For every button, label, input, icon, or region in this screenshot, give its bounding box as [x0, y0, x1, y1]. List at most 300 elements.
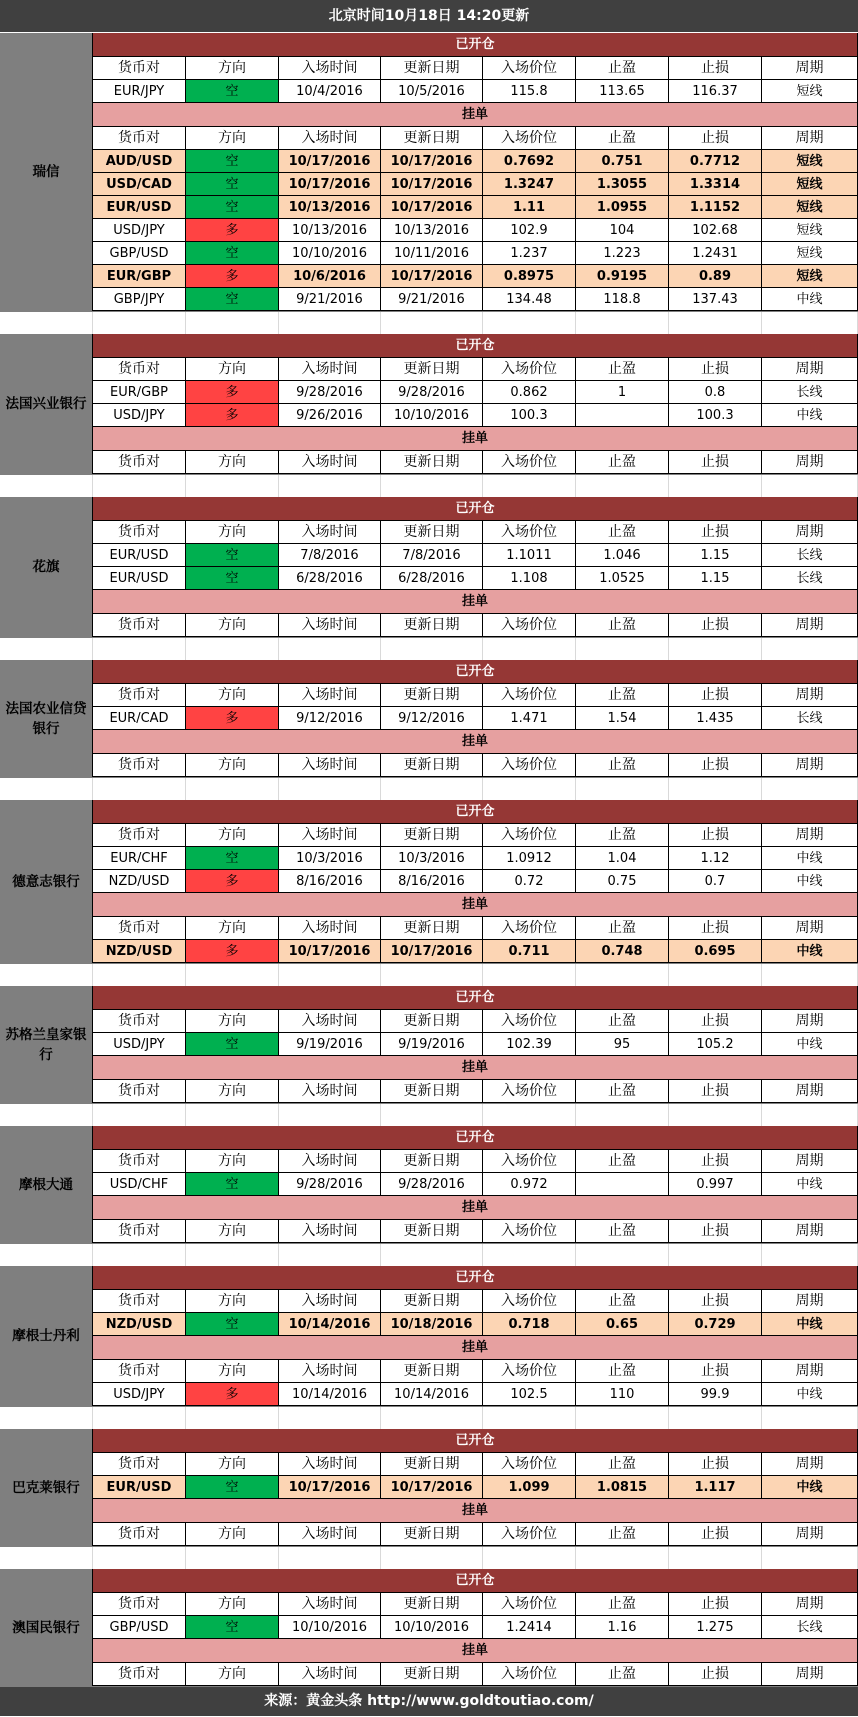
entry-price-cell: 102.39 [483, 1033, 576, 1056]
entry-time-cell: 9/19/2016 [279, 1033, 381, 1056]
header-pair: 货币对 [93, 1080, 186, 1103]
direction-cell: 多 [186, 219, 279, 242]
spacer-cell [0, 312, 93, 334]
table-header-row [93, 521, 858, 544]
header-direction: 方向 [186, 1080, 279, 1103]
header-pair: 货币对 [93, 824, 186, 847]
update-date-cell: 10/17/2016 [381, 1476, 483, 1499]
spacer-cell [186, 1104, 279, 1126]
take-profit-cell: 1.0525 [576, 567, 669, 590]
stop-loss-cell: 1.2431 [669, 242, 762, 265]
open-positions-band: 已开仓 [93, 33, 858, 57]
spacer-cell [0, 964, 93, 986]
pair-cell: EUR/USD [93, 544, 186, 567]
spacer-cell [762, 638, 858, 660]
header-direction: 方向 [186, 1360, 279, 1383]
table-header-row [93, 1080, 858, 1103]
header-direction: 方向 [186, 1453, 279, 1476]
direction-cell: 空 [186, 173, 279, 196]
stop-loss-cell: 0.7712 [669, 150, 762, 173]
table-header-row [93, 451, 858, 474]
header-stop-loss: 止损 [669, 127, 762, 150]
spacer-cell [93, 1407, 186, 1429]
pair-cell: GBP/USD [93, 1616, 186, 1639]
section-spacer [0, 638, 858, 660]
period-cell: 短线 [762, 242, 858, 265]
period-cell: 中线 [762, 940, 858, 963]
pair-cell: EUR/JPY [93, 80, 186, 103]
spacer-cell [0, 638, 93, 660]
take-profit-cell: 1.54 [576, 707, 669, 730]
table-header-row [93, 917, 858, 940]
pending-orders-band: 挂单 [93, 427, 858, 451]
entry-price-cell: 0.7692 [483, 150, 576, 173]
spacer-cell [93, 778, 186, 800]
header-entry-price: 入场价位 [483, 1080, 576, 1103]
bank-name: 巴克莱银行 [0, 1429, 93, 1546]
spacer-cell [381, 1244, 483, 1266]
table-row [93, 567, 858, 590]
header-period: 周期 [762, 1523, 858, 1546]
header-pair: 货币对 [93, 1220, 186, 1243]
header-stop-loss: 止损 [669, 1663, 762, 1686]
spacer-cell [279, 312, 381, 334]
table-header-row [93, 1220, 858, 1243]
table-row [93, 1383, 858, 1406]
stop-loss-cell: 105.2 [669, 1033, 762, 1056]
header-update-date: 更新日期 [381, 127, 483, 150]
header-stop-loss: 止损 [669, 1220, 762, 1243]
stop-loss-cell: 0.8 [669, 381, 762, 404]
spacer-cell [186, 1547, 279, 1569]
period-cell: 短线 [762, 150, 858, 173]
header-entry-price: 入场价位 [483, 614, 576, 637]
direction-cell: 空 [186, 196, 279, 219]
header-entry-time: 入场时间 [279, 1593, 381, 1616]
header-direction: 方向 [186, 1523, 279, 1546]
entry-price-cell: 0.711 [483, 940, 576, 963]
entry-price-cell: 0.972 [483, 1173, 576, 1196]
update-date-cell: 9/28/2016 [381, 1173, 483, 1196]
header-entry-time: 入场时间 [279, 824, 381, 847]
header-period: 周期 [762, 358, 858, 381]
spacer-cell [762, 1407, 858, 1429]
bank-positions [93, 986, 858, 1103]
header-direction: 方向 [186, 917, 279, 940]
header-pair: 货币对 [93, 754, 186, 777]
spacer-cell [483, 1547, 576, 1569]
header-entry-price: 入场价位 [483, 1220, 576, 1243]
header-stop-loss: 止损 [669, 358, 762, 381]
take-profit-cell: 113.65 [576, 80, 669, 103]
header-entry-time: 入场时间 [279, 1150, 381, 1173]
entry-price-cell: 102.5 [483, 1383, 576, 1406]
header-period: 周期 [762, 57, 858, 80]
header-entry-time: 入场时间 [279, 1360, 381, 1383]
pair-cell: NZD/USD [93, 940, 186, 963]
spacer-cell [0, 1547, 93, 1569]
entry-price-cell: 102.9 [483, 219, 576, 242]
header-entry-time: 入场时间 [279, 1523, 381, 1546]
spacer-cell [576, 1407, 669, 1429]
header-update-date: 更新日期 [381, 1663, 483, 1686]
header-entry-time: 入场时间 [279, 451, 381, 474]
update-date-cell: 10/3/2016 [381, 847, 483, 870]
bank-name: 德意志银行 [0, 800, 93, 963]
spacer-cell [381, 1547, 483, 1569]
direction-cell: 多 [186, 404, 279, 427]
update-date-cell: 10/11/2016 [381, 242, 483, 265]
entry-price-cell: 115.8 [483, 80, 576, 103]
entry-time-cell: 10/17/2016 [279, 150, 381, 173]
update-date-cell: 10/13/2016 [381, 219, 483, 242]
stop-loss-cell: 1.1152 [669, 196, 762, 219]
header-entry-price: 入场价位 [483, 127, 576, 150]
take-profit-cell: 0.748 [576, 940, 669, 963]
header-entry-price: 入场价位 [483, 1010, 576, 1033]
pair-cell: USD/JPY [93, 404, 186, 427]
section-spacer [0, 1547, 858, 1569]
bank-name: 澳国民银行 [0, 1569, 93, 1686]
header-entry-price: 入场价位 [483, 824, 576, 847]
open-positions-band: 已开仓 [93, 497, 858, 521]
spacer-cell [186, 638, 279, 660]
header-stop-loss: 止损 [669, 614, 762, 637]
pair-cell: GBP/USD [93, 242, 186, 265]
header-entry-price: 入场价位 [483, 1290, 576, 1313]
header-period: 周期 [762, 451, 858, 474]
source-footer: 来源：黄金头条 http://www.goldtoutiao.com/ [0, 1687, 858, 1717]
header-pair: 货币对 [93, 1290, 186, 1313]
pair-cell: NZD/USD [93, 1313, 186, 1336]
pair-cell: USD/JPY [93, 219, 186, 242]
spacer-cell [483, 964, 576, 986]
pending-orders-band: 挂单 [93, 590, 858, 614]
section-spacer [0, 778, 858, 800]
spacer-cell [576, 1104, 669, 1126]
header-period: 周期 [762, 1360, 858, 1383]
header-direction: 方向 [186, 824, 279, 847]
spacer-cell [93, 312, 186, 334]
header-stop-loss: 止损 [669, 754, 762, 777]
entry-time-cell: 9/12/2016 [279, 707, 381, 730]
update-date-cell: 9/12/2016 [381, 707, 483, 730]
pair-cell: USD/CHF [93, 1173, 186, 1196]
header-update-date: 更新日期 [381, 358, 483, 381]
period-cell: 短线 [762, 173, 858, 196]
period-cell: 中线 [762, 1313, 858, 1336]
spacer-cell [0, 1244, 93, 1266]
header-take-profit: 止盈 [576, 1663, 669, 1686]
pending-orders-band: 挂单 [93, 1056, 858, 1080]
table-row [93, 847, 858, 870]
header-take-profit: 止盈 [576, 824, 669, 847]
section-spacer [0, 312, 858, 334]
spacer-cell [93, 1547, 186, 1569]
direction-cell: 空 [186, 1313, 279, 1336]
period-cell: 长线 [762, 567, 858, 590]
take-profit-cell: 0.65 [576, 1313, 669, 1336]
bank-positions [93, 800, 858, 963]
header-update-date: 更新日期 [381, 521, 483, 544]
pair-cell: EUR/USD [93, 567, 186, 590]
stop-loss-cell: 137.43 [669, 288, 762, 311]
entry-price-cell: 1.11 [483, 196, 576, 219]
direction-cell: 多 [186, 870, 279, 893]
table-row [93, 1476, 858, 1499]
bank-name: 法国兴业银行 [0, 334, 93, 474]
stop-loss-cell: 116.37 [669, 80, 762, 103]
spacer-cell [483, 1244, 576, 1266]
header-entry-price: 入场价位 [483, 521, 576, 544]
entry-time-cell: 9/26/2016 [279, 404, 381, 427]
spacer-cell [279, 778, 381, 800]
entry-time-cell: 6/28/2016 [279, 567, 381, 590]
pair-cell: USD/CAD [93, 173, 186, 196]
open-positions-band: 已开仓 [93, 660, 858, 684]
entry-time-cell: 10/17/2016 [279, 1476, 381, 1499]
take-profit-cell: 1.046 [576, 544, 669, 567]
entry-price-cell: 1.108 [483, 567, 576, 590]
period-cell: 中线 [762, 870, 858, 893]
header-update-date: 更新日期 [381, 684, 483, 707]
bank-positions [93, 1126, 858, 1243]
table-row [93, 544, 858, 567]
section-spacer [0, 1104, 858, 1126]
header-pair: 货币对 [93, 1523, 186, 1546]
take-profit-cell: 0.751 [576, 150, 669, 173]
period-cell: 长线 [762, 1616, 858, 1639]
spacer-cell [381, 1104, 483, 1126]
bank-name: 摩根大通 [0, 1126, 93, 1243]
bank-block [0, 1126, 858, 1244]
open-positions-band: 已开仓 [93, 1266, 858, 1290]
header-update-date: 更新日期 [381, 614, 483, 637]
spacer-cell [762, 964, 858, 986]
table-row [93, 1313, 858, 1336]
entry-time-cell: 9/21/2016 [279, 288, 381, 311]
period-cell: 中线 [762, 1476, 858, 1499]
header-direction: 方向 [186, 1010, 279, 1033]
open-positions-band: 已开仓 [93, 1429, 858, 1453]
header-take-profit: 止盈 [576, 127, 669, 150]
header-entry-price: 入场价位 [483, 684, 576, 707]
entry-price-cell: 1.0912 [483, 847, 576, 870]
pending-orders-band: 挂单 [93, 893, 858, 917]
spacer-cell [93, 964, 186, 986]
header-update-date: 更新日期 [381, 754, 483, 777]
update-date-cell: 10/17/2016 [381, 940, 483, 963]
header-pair: 货币对 [93, 917, 186, 940]
period-cell: 中线 [762, 1383, 858, 1406]
table-header-row [93, 614, 858, 637]
entry-price-cell: 0.862 [483, 381, 576, 404]
pair-cell: USD/JPY [93, 1033, 186, 1056]
spacer-cell [762, 1104, 858, 1126]
header-stop-loss: 止损 [669, 451, 762, 474]
header-stop-loss: 止损 [669, 1453, 762, 1476]
header-stop-loss: 止损 [669, 684, 762, 707]
bank-block [0, 33, 858, 312]
spacer-cell [381, 312, 483, 334]
update-date-cell: 6/28/2016 [381, 567, 483, 590]
stop-loss-cell: 1.117 [669, 1476, 762, 1499]
open-positions-band: 已开仓 [93, 1126, 858, 1150]
take-profit-cell: 1 [576, 381, 669, 404]
header-update-date: 更新日期 [381, 824, 483, 847]
table-row [93, 265, 858, 288]
pending-orders-band: 挂单 [93, 1499, 858, 1523]
bank-block [0, 334, 858, 475]
spacer-cell [279, 1547, 381, 1569]
direction-cell: 多 [186, 940, 279, 963]
entry-time-cell: 10/10/2016 [279, 1616, 381, 1639]
spacer-cell [483, 312, 576, 334]
header-entry-time: 入场时间 [279, 917, 381, 940]
header-period: 周期 [762, 684, 858, 707]
period-cell: 中线 [762, 1173, 858, 1196]
header-take-profit: 止盈 [576, 1220, 669, 1243]
header-period: 周期 [762, 824, 858, 847]
spacer-cell [0, 1104, 93, 1126]
period-cell: 短线 [762, 219, 858, 242]
header-take-profit: 止盈 [576, 1453, 669, 1476]
bank-name: 摩根士丹利 [0, 1266, 93, 1406]
header-pair: 货币对 [93, 1593, 186, 1616]
spacer-cell [483, 1407, 576, 1429]
header-pair: 货币对 [93, 1360, 186, 1383]
direction-cell: 空 [186, 80, 279, 103]
header-update-date: 更新日期 [381, 1290, 483, 1313]
update-date-cell: 9/21/2016 [381, 288, 483, 311]
spacer-cell [279, 1407, 381, 1429]
update-date-cell: 10/5/2016 [381, 80, 483, 103]
header-take-profit: 止盈 [576, 1360, 669, 1383]
header-direction: 方向 [186, 127, 279, 150]
header-stop-loss: 止损 [669, 1080, 762, 1103]
header-entry-time: 入场时间 [279, 358, 381, 381]
pair-cell: EUR/USD [93, 1476, 186, 1499]
bank-block [0, 1266, 858, 1407]
direction-cell: 多 [186, 381, 279, 404]
stop-loss-cell: 1.15 [669, 544, 762, 567]
header-take-profit: 止盈 [576, 684, 669, 707]
header-direction: 方向 [186, 684, 279, 707]
bank-positions [93, 497, 858, 637]
entry-price-cell: 134.48 [483, 288, 576, 311]
spacer-cell [669, 638, 762, 660]
spacer-cell [576, 475, 669, 497]
spacer-cell [762, 778, 858, 800]
header-direction: 方向 [186, 1593, 279, 1616]
header-stop-loss: 止损 [669, 917, 762, 940]
table-header-row [93, 1010, 858, 1033]
header-take-profit: 止盈 [576, 1523, 669, 1546]
table-header-row [93, 358, 858, 381]
spacer-cell [669, 1407, 762, 1429]
pair-cell: EUR/GBP [93, 381, 186, 404]
header-entry-price: 入场价位 [483, 358, 576, 381]
header-pair: 货币对 [93, 127, 186, 150]
page-title: 北京时间10月18日 14:20更新 [0, 0, 858, 33]
table-row [93, 288, 858, 311]
table-header-row [93, 1593, 858, 1616]
table-row [93, 1033, 858, 1056]
stop-loss-cell: 100.3 [669, 404, 762, 427]
header-direction: 方向 [186, 1220, 279, 1243]
spacer-cell [381, 475, 483, 497]
header-entry-time: 入场时间 [279, 1010, 381, 1033]
spacer-cell [279, 964, 381, 986]
spacer-cell [576, 1547, 669, 1569]
entry-time-cell: 10/17/2016 [279, 173, 381, 196]
header-direction: 方向 [186, 1663, 279, 1686]
header-stop-loss: 止损 [669, 57, 762, 80]
spacer-cell [93, 1104, 186, 1126]
table-header-row [93, 127, 858, 150]
bank-name: 瑞信 [0, 33, 93, 311]
table-row [93, 1616, 858, 1639]
spacer-cell [186, 964, 279, 986]
entry-price-cell: 1.237 [483, 242, 576, 265]
update-date-cell: 7/8/2016 [381, 544, 483, 567]
period-cell: 短线 [762, 80, 858, 103]
spacer-cell [186, 778, 279, 800]
pair-cell: EUR/USD [93, 196, 186, 219]
table-row [93, 173, 858, 196]
header-direction: 方向 [186, 358, 279, 381]
direction-cell: 空 [186, 150, 279, 173]
header-take-profit: 止盈 [576, 917, 669, 940]
entry-time-cell: 10/10/2016 [279, 242, 381, 265]
header-stop-loss: 止损 [669, 1523, 762, 1546]
header-entry-price: 入场价位 [483, 451, 576, 474]
table-row [93, 404, 858, 427]
period-cell: 中线 [762, 847, 858, 870]
spacer-cell [576, 964, 669, 986]
entry-price-cell: 100.3 [483, 404, 576, 427]
header-entry-price: 入场价位 [483, 1593, 576, 1616]
header-stop-loss: 止损 [669, 1290, 762, 1313]
entry-time-cell: 9/28/2016 [279, 1173, 381, 1196]
header-pair: 货币对 [93, 521, 186, 544]
spacer-cell [762, 475, 858, 497]
header-entry-price: 入场价位 [483, 1150, 576, 1173]
bank-positions [93, 660, 858, 777]
period-cell: 中线 [762, 1033, 858, 1056]
spacer-cell [762, 1547, 858, 1569]
spacer-cell [381, 1407, 483, 1429]
header-take-profit: 止盈 [576, 358, 669, 381]
direction-cell: 空 [186, 288, 279, 311]
direction-cell: 空 [186, 1476, 279, 1499]
entry-price-cell: 1.2414 [483, 1616, 576, 1639]
bank-block [0, 497, 858, 638]
header-period: 周期 [762, 1080, 858, 1103]
header-update-date: 更新日期 [381, 57, 483, 80]
spacer-cell [93, 1244, 186, 1266]
spacer-cell [186, 1407, 279, 1429]
header-take-profit: 止盈 [576, 521, 669, 544]
stop-loss-cell: 0.729 [669, 1313, 762, 1336]
entry-time-cell: 10/17/2016 [279, 940, 381, 963]
header-take-profit: 止盈 [576, 1593, 669, 1616]
header-direction: 方向 [186, 1150, 279, 1173]
header-entry-price: 入场价位 [483, 1523, 576, 1546]
open-positions-band: 已开仓 [93, 986, 858, 1010]
header-stop-loss: 止损 [669, 1593, 762, 1616]
pending-orders-band: 挂单 [93, 730, 858, 754]
